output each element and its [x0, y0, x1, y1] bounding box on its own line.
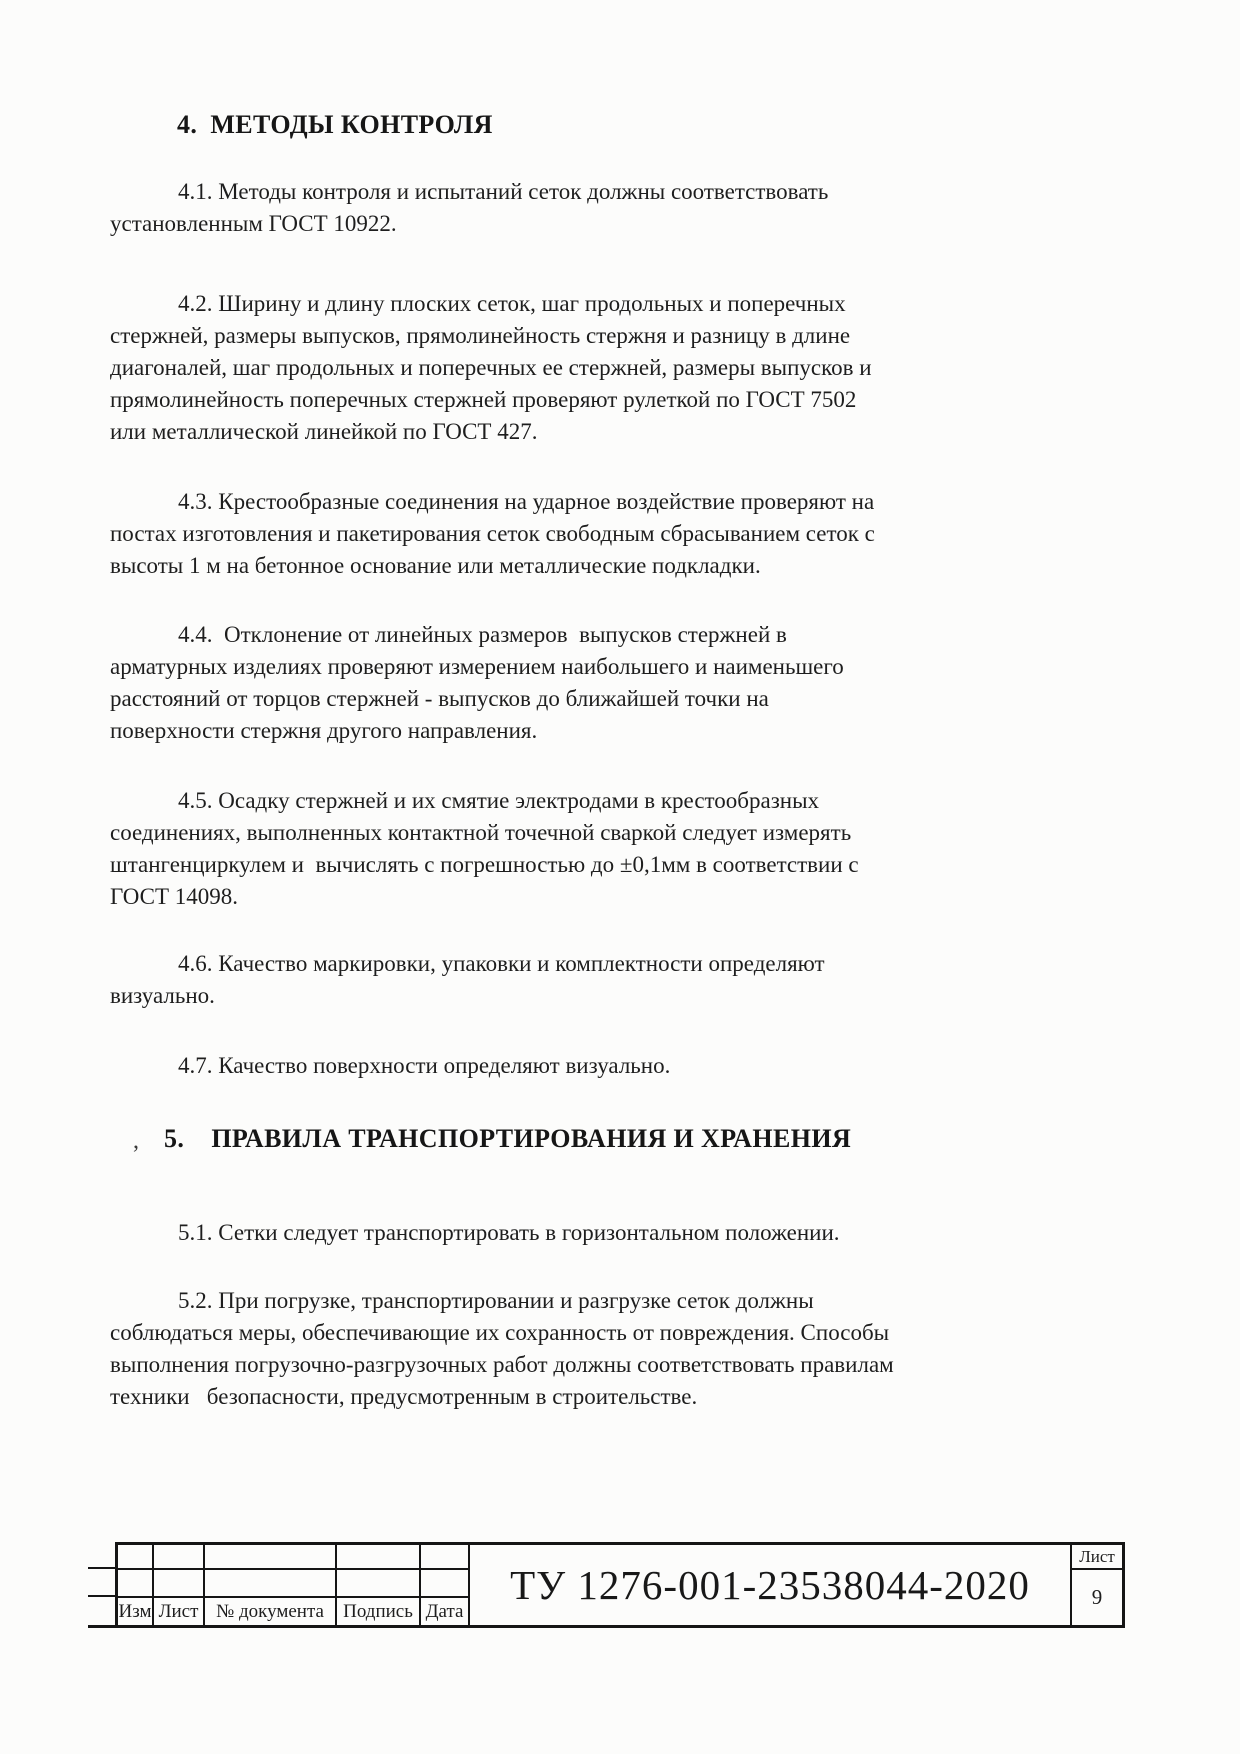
text-line: 5.1. Сетки следует транспортировать в горизонтальном положении. [178, 1220, 840, 1245]
paragraph-5-1 [110, 1217, 1090, 1249]
text-line: 5.2. При погрузке, транспортировании и разгрузке сеток должны [178, 1288, 814, 1313]
text-line: штангенциркулем и вычислять с погрешностью до ±0,1мм в соответствии с [110, 852, 859, 877]
frame-line [88, 1595, 115, 1597]
column-label-list: Лист [154, 1598, 205, 1625]
sheet-number: 9 [1091, 1585, 1103, 1609]
column-label-doc-number: № документа [205, 1598, 337, 1625]
text-line: расстояний от торцов стержней - выпусков до ближайшей точки на [110, 686, 769, 711]
document-number: ТУ 1276-001-23538044-2020 [510, 1562, 1030, 1608]
empty-cell [154, 1545, 205, 1570]
scan-artifact-mark: , [133, 1128, 139, 1154]
title-block [115, 1542, 1125, 1628]
text-line: соединениях, выполненных контактной точечной сваркой следует измерять [110, 820, 852, 845]
text-line: техники безопасности, предусмотренным в строительстве. [110, 1384, 698, 1409]
text-line: стержней, размеры выпусков, прямолинейность стержня и разницу в длине [110, 323, 851, 348]
column-label-izm: Изм [118, 1598, 154, 1625]
text-line: 4.5. Осадку стержней и их смятие электродами в крестообразных [178, 788, 820, 813]
text-line: 4.1. Методы контроля и испытаний сеток должны соответствовать [178, 179, 829, 204]
section-title: МЕТОДЫ КОНТРОЛЯ [210, 110, 493, 139]
empty-cell [205, 1545, 337, 1570]
section-heading-5 [164, 1124, 851, 1154]
column-label-date: Дата [421, 1598, 470, 1625]
frame-line [88, 1567, 115, 1569]
text-line: установленным ГОСТ 10922. [110, 211, 397, 236]
empty-cell [205, 1570, 337, 1598]
text-line: ГОСТ 14098. [110, 884, 239, 909]
empty-cell [421, 1545, 470, 1570]
paragraph-4-1 [110, 176, 1090, 240]
text-line: 4.7. Качество поверхности определяют визуально. [178, 1053, 671, 1078]
empty-cell [421, 1570, 470, 1598]
document-number-cell [470, 1545, 1072, 1625]
text-line: визуально. [110, 983, 215, 1008]
text-line: выполнения погрузочно-разгрузочных работ должны соответствовать правилам [110, 1352, 894, 1377]
paragraph-4-2 [110, 288, 1090, 448]
text-line: 4.6. Качество маркировки, упаковки и комплектности определяют [178, 951, 825, 976]
column-label-signature: Подпись [337, 1598, 421, 1625]
paragraph-5-2 [110, 1285, 1090, 1413]
frame-line [88, 1625, 117, 1628]
text-line: 4.3. Крестообразные соединения на ударное воздействие проверяют на [178, 489, 875, 514]
text-line: 4.4. Отклонение от линейных размеров выпусков стержней в [178, 622, 787, 647]
empty-cell [118, 1570, 154, 1598]
section-number: 5. [164, 1124, 185, 1153]
text-line: арматурных изделиях проверяют измерением наибольшего и наименьшего [110, 654, 844, 679]
text-line: постах изготовления и пакетирования сеток свободным сбрасыванием сеток с [110, 521, 875, 546]
text-line: поверхности стержня другого направления. [110, 718, 538, 743]
section-title: ПРАВИЛА ТРАНСПОРТИРОВАНИЯ И ХРАНЕНИЯ [211, 1124, 852, 1153]
paragraph-4-7 [110, 1050, 1090, 1082]
empty-cell [337, 1570, 421, 1598]
paragraph-4-5 [110, 785, 1090, 913]
empty-cell [337, 1545, 421, 1570]
sheet-cell [1072, 1545, 1122, 1625]
paragraph-4-4 [110, 619, 1090, 747]
text-line: диагоналей, шаг продольных и поперечных ее стержней, размеры выпусков и [110, 355, 872, 380]
paragraph-4-3 [110, 486, 1090, 582]
title-block-revision-grid [118, 1545, 470, 1625]
empty-cell [154, 1570, 205, 1598]
text-line: высоты 1 м на бетонное основание или металлические подкладки. [110, 553, 761, 578]
section-heading-4 [177, 110, 493, 140]
text-line: соблюдаться меры, обеспечивающие их сохранность от повреждения. Способы [110, 1320, 890, 1345]
text-line: 4.2. Ширину и длину плоских сеток, шаг продольных и поперечных [178, 291, 846, 316]
section-number: 4. [177, 110, 198, 139]
paragraph-4-6 [110, 948, 1090, 1012]
text-line: прямолинейность поперечных стержней проверяют рулеткой по ГОСТ 7502 [110, 387, 857, 412]
sheet-label: Лист [1072, 1545, 1122, 1570]
text-line: или металлической линейкой по ГОСТ 427. [110, 419, 538, 444]
empty-cell [118, 1545, 154, 1570]
